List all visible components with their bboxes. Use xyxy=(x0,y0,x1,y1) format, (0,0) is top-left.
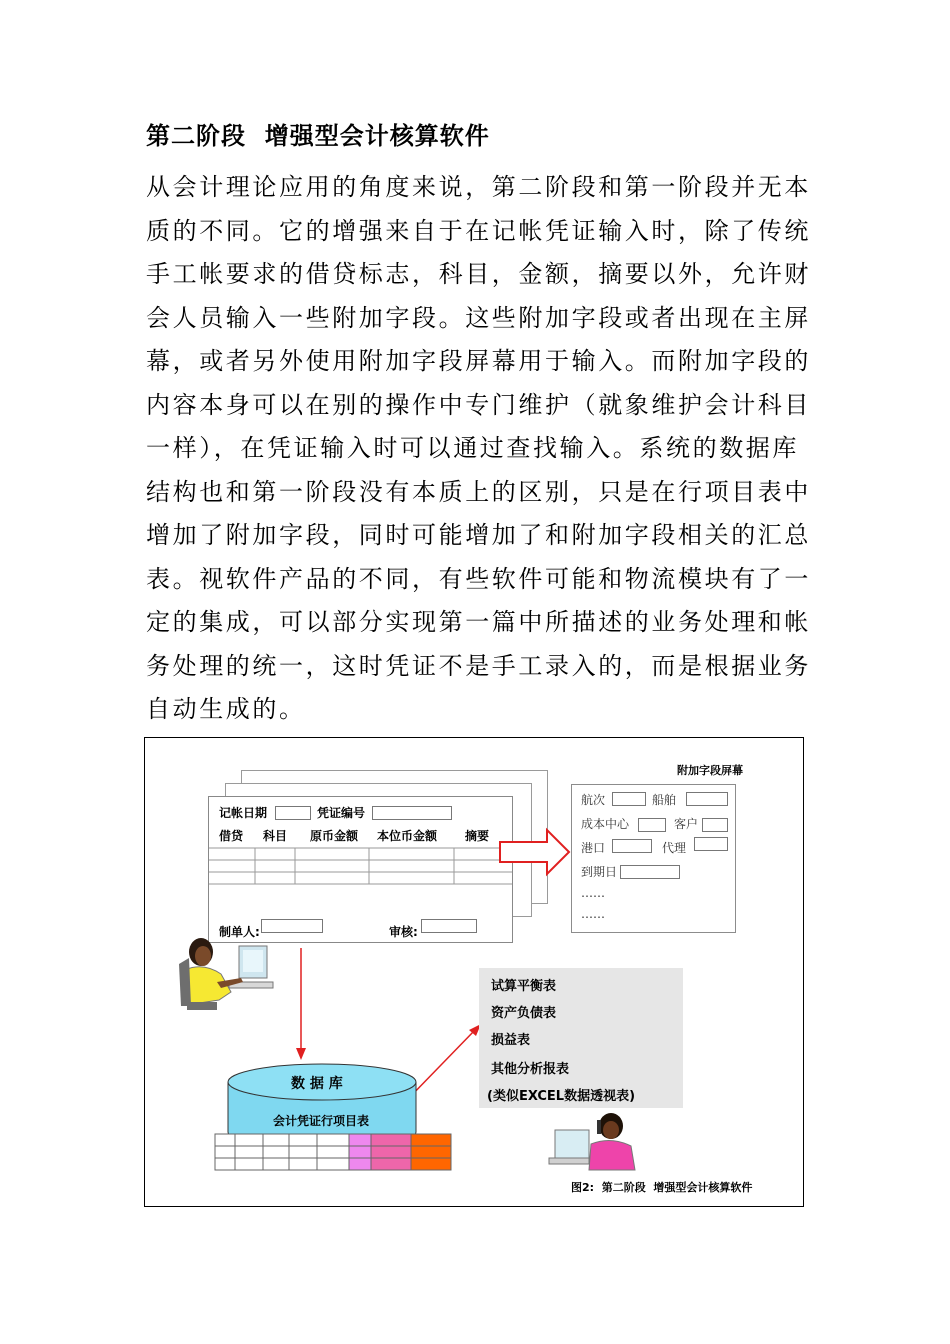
line-items-table xyxy=(215,1134,451,1170)
section-heading: 第二阶段 增强型会计核算软件 xyxy=(146,122,490,150)
column-header: 科目 xyxy=(263,829,288,843)
field-label-voyage: 航次 xyxy=(581,793,606,807)
paragraph-line: 手工帐要求的借贷标志，科目，金额，摘要以外，允许财 xyxy=(146,260,811,288)
report-item: 资产负债表 xyxy=(491,1006,557,1021)
column-header: 原币金额 xyxy=(310,829,359,843)
field-label-due-date: 到期日 xyxy=(581,865,618,879)
person-at-computer-icon xyxy=(179,938,273,1010)
paragraph-line: 表。视软件产品的不同，有些软件可能和物流模块有了一 xyxy=(146,564,811,593)
paragraph-line: 会人员输入一些附加字段。这些附加字段或者出现在主屏 xyxy=(146,303,811,332)
paragraph-line: 定的集成，可以部分实现第一篇中所描述的业务处理和帐 xyxy=(146,608,811,636)
report-item: (类似EXCEL数据透视表) xyxy=(487,1089,636,1104)
database-title: 数 据 库 xyxy=(291,1076,343,1092)
voucher-number-label: 凭证编号 xyxy=(317,806,366,820)
reviewer-label: 审核: xyxy=(389,925,418,939)
paragraph-line: 增加了附加字段，同时可能增加了和附加字段相关的汇总 xyxy=(146,521,811,549)
paragraph-line: 一样），在凭证输入时可以通过查找输入。系统的数据库 xyxy=(146,434,799,462)
preparer-label: 制单人: xyxy=(219,925,260,939)
report-item: 其他分析报表 xyxy=(491,1062,570,1077)
paragraph-line: 结构也和第一阶段没有本质上的区别，只是在行项目表中 xyxy=(146,477,811,506)
field-label-vessel: 船舶 xyxy=(652,793,677,807)
paragraph-line: 自动生成的。 xyxy=(146,695,306,723)
table-label: 会计凭证行项目表 xyxy=(273,1114,370,1128)
column-header: 借贷 xyxy=(219,829,244,843)
figure-diagram xyxy=(144,737,804,1207)
extra-screen-title: 附加字段屏幕 xyxy=(677,764,743,777)
paragraph-line: 从会计理论应用的角度来说，第二阶段和第一阶段并无本 xyxy=(146,173,811,201)
field-label-agent: 代理 xyxy=(662,841,687,855)
report-item: 试算平衡表 xyxy=(491,979,557,994)
diagram-graphics xyxy=(145,738,805,1208)
person-on-phone-icon xyxy=(549,1113,635,1170)
column-header: 本位币金额 xyxy=(377,829,438,843)
figure-caption: 图2: 第二阶段 增强型会计核算软件 xyxy=(571,1181,753,1194)
arrow-to-database xyxy=(296,948,306,1060)
field-label-customer: 客户 xyxy=(674,817,699,831)
voucher-date-label: 记帐日期 xyxy=(219,806,268,820)
paragraph-line: 务处理的统一，这时凭证不是手工录入的，而是根据业务 xyxy=(146,651,811,680)
column-header: 摘要 xyxy=(465,829,490,843)
ellipsis-text: …… xyxy=(581,886,605,900)
arrow-to-reports xyxy=(407,1024,481,1100)
paragraph-line: 内容本身可以在别的操作中专门维护（就象维护会计科目 xyxy=(146,390,811,419)
field-label-port: 港口 xyxy=(581,841,606,855)
field-label-cost-center: 成本中心 xyxy=(581,817,630,831)
report-item: 损益表 xyxy=(491,1033,531,1048)
arrow-to-extra-screen xyxy=(500,830,569,874)
paragraph-line: 质的不同。它的增强来自于在记帐凭证输入时，除了传统 xyxy=(146,216,811,245)
paragraph-line: 幕，或者另外使用附加字段屏幕用于输入。而附加字段的 xyxy=(146,347,811,375)
body-paragraph xyxy=(146,166,810,732)
ellipsis-text: …… xyxy=(581,907,605,921)
